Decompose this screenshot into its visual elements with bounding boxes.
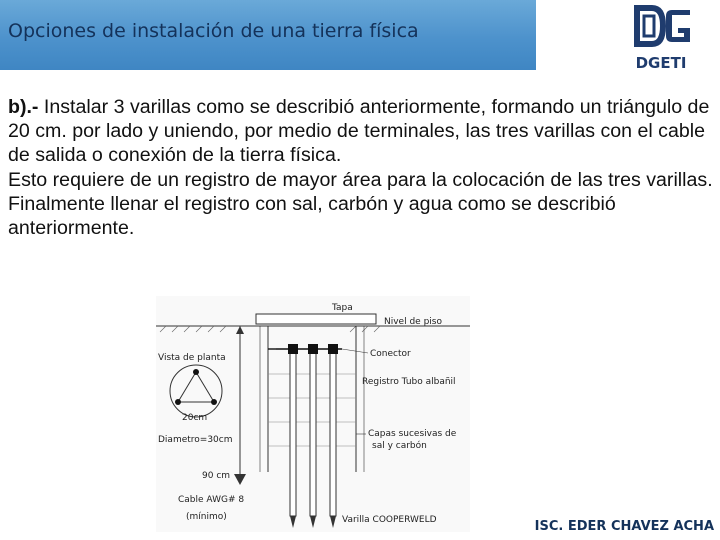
ground-installation-diagram [156, 296, 470, 532]
dgeti-logo-icon [626, 0, 696, 80]
label-varilla: Varilla COOPERWELD [342, 515, 437, 525]
title-bar [0, 0, 536, 70]
label-20cm: 20cm [182, 413, 208, 423]
body-text [8, 95, 714, 240]
paragraph-1 [8, 95, 714, 168]
footer-author: ISC. EDER CHAVEZ ACHA [534, 519, 714, 534]
paragraph-1-label: b).- [8, 96, 39, 118]
label-cable-2: (mínimo) [186, 512, 227, 522]
paragraph-2: Esto requiere de un registro de mayor área para la colocación de las tres varillas. Finalmente llenar el registro con sal, carbón y agua como se describió anteriormente. [8, 168, 713, 240]
logo-text: DGETI [635, 54, 687, 72]
label-registro: Registro Tubo albañil [362, 377, 456, 387]
paragraph-1-text: Instalar 3 varillas como se describió anteriormente, formando un triángulo de 20 cm. por lado y uniendo, por medio de terminales, las tres varillas con el cable de salida o conexión de la tierra física. [8, 96, 710, 167]
slide-title: Opciones de instalación de una tierra física [8, 20, 419, 42]
label-capas-2: sal y carbón [372, 441, 427, 451]
label-vista-planta: Vista de planta [158, 353, 226, 363]
label-tapa: Tapa [332, 303, 353, 313]
label-nivel: Nivel de piso [384, 317, 442, 327]
label-profundidad: 90 cm [202, 471, 231, 481]
label-capas-1: Capas sucesivas de [368, 429, 457, 439]
label-cable-1: Cable AWG# 8 [178, 495, 245, 505]
label-diametro: Diametro=30cm [158, 435, 233, 445]
label-conector: Conector [370, 349, 411, 359]
